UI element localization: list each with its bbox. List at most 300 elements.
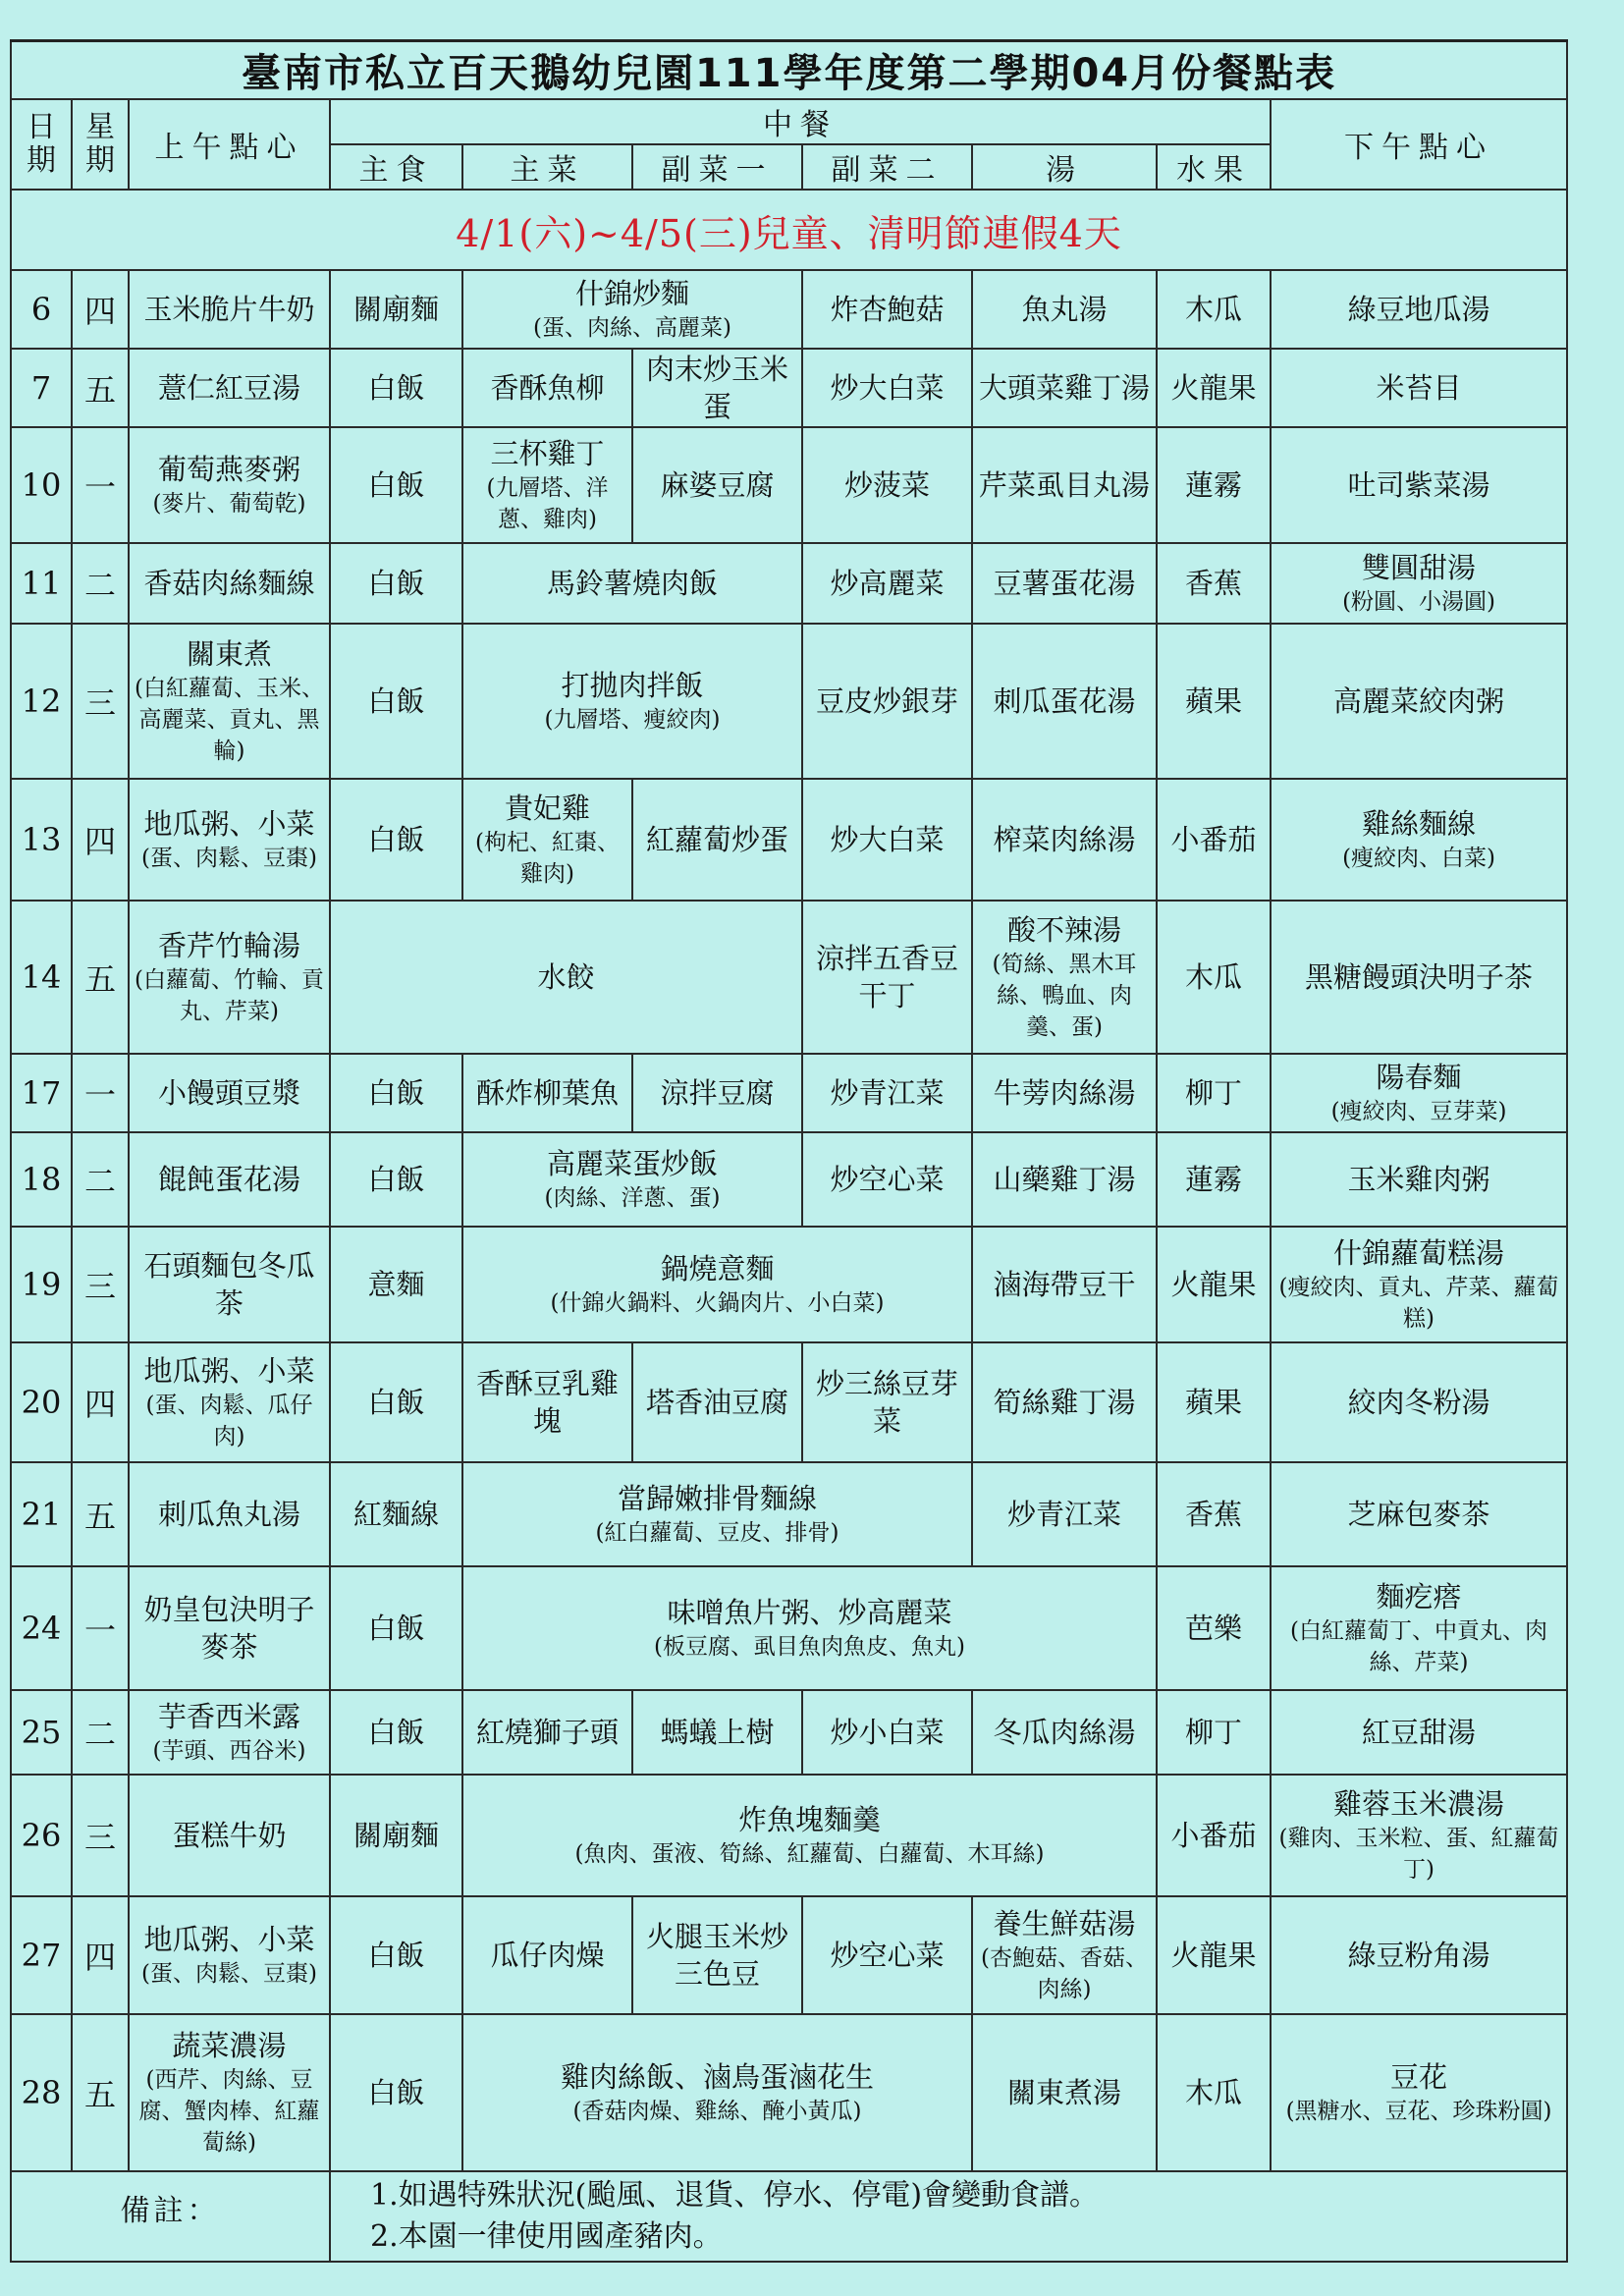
lunch-staple — [330, 1054, 462, 1132]
day-weekday: 五 — [72, 901, 129, 1054]
morning-snack-text: 關東煮 — [186, 637, 272, 671]
lunch-main-dish-text: 打拋肉拌飯 — [561, 669, 704, 702]
day-date: 20 — [11, 1342, 72, 1462]
lunch-fruit: 蓮霧 — [1157, 427, 1271, 543]
afternoon-snack — [1271, 1342, 1567, 1462]
day-date: 13 — [11, 779, 72, 901]
lunch-side-dish-2-text: 炒小白菜 — [830, 1716, 945, 1749]
afternoon-snack — [1271, 1896, 1567, 2014]
morning-snack — [129, 1054, 330, 1132]
day-date: 24 — [11, 1566, 72, 1690]
morning-snack-detail: (白紅蘿蔔、玉米、高麗菜、貢丸、黑輪) — [135, 676, 324, 764]
morning-snack-text: 石頭麵包冬瓜茶 — [143, 1249, 315, 1320]
lunch-side-dish-2-text: 炒大白菜 — [830, 371, 945, 405]
lunch-side-dish-1-text: 麻婆豆腐 — [660, 468, 775, 502]
lunch-side-dish-2-text: 炒青江菜 — [830, 1076, 945, 1110]
lunch-soup — [972, 1132, 1157, 1227]
lunch-soup-text: 酸不辣湯 — [1006, 913, 1121, 947]
morning-snack-text: 芋香西米露 — [157, 1700, 300, 1733]
afternoon-snack-text: 米苔目 — [1376, 371, 1462, 405]
lunch-staple-text: 白飯 — [367, 567, 425, 600]
lunch-soup — [972, 779, 1157, 901]
lunch-main-dish-text: 香酥豆乳雞塊 — [475, 1367, 619, 1438]
day-date: 11 — [11, 543, 72, 624]
day-weekday: 三 — [72, 624, 129, 779]
afternoon-snack-text: 黑糖饅頭決明子茶 — [1305, 960, 1534, 994]
afternoon-snack — [1271, 1566, 1567, 1690]
lunch-soup-detail: (筍絲、黑木耳絲、鴨血、肉羹、蛋) — [992, 952, 1137, 1040]
lunch-side-dish-2-text: 炸杏鮑菇 — [830, 293, 945, 326]
day-weekday: 五 — [72, 2014, 129, 2171]
lunch-staple — [330, 427, 462, 543]
lunch-staple — [330, 543, 462, 624]
afternoon-snack — [1271, 779, 1567, 901]
morning-snack-detail: (蛋、肉鬆、豆棗) — [141, 846, 317, 871]
afternoon-snack-detail: (瘦絞肉、豆芽菜) — [1330, 1099, 1507, 1124]
day-weekday: 五 — [72, 1462, 129, 1566]
table-row — [11, 1054, 1567, 1132]
lunch-main-dish — [462, 1132, 802, 1227]
day-weekday: 三 — [72, 1775, 129, 1896]
lunch-main-dish — [462, 1690, 632, 1775]
lunch-side-dish-2-text: 炒菠菜 — [843, 468, 930, 502]
lunch-side-dish-2 — [802, 427, 972, 543]
morning-snack-text: 奶皇包決明子麥茶 — [143, 1593, 315, 1664]
lunch-side-dish-2-text: 炒空心菜 — [830, 1939, 945, 1972]
lunch-fruit: 香蕉 — [1157, 1462, 1271, 1566]
morning-snack-text: 薏仁紅豆湯 — [157, 371, 300, 405]
afternoon-snack-text: 吐司紫菜湯 — [1347, 468, 1490, 502]
lunch-main-dish — [462, 543, 802, 624]
lunch-main-dish-text: 炸魚塊麵羹 — [737, 1803, 881, 1836]
lunch-fruit: 木瓜 — [1157, 901, 1271, 1054]
holiday-banner: 4/1(六)~4/5(三)兒童、清明節連假4天 — [11, 190, 1567, 270]
morning-snack — [129, 1775, 330, 1896]
lunch-staple-text: 白飯 — [367, 1163, 425, 1196]
lunch-staple-text: 關廟麵 — [352, 1819, 439, 1852]
lunch-main-dish-detail: (枸杞、紅棗、雞肉) — [475, 830, 620, 887]
lunch-side-dish-2 — [802, 1896, 972, 2014]
menu-table — [10, 39, 1568, 2263]
morning-snack-text: 小饅頭豆漿 — [157, 1076, 300, 1110]
lunch-staple — [330, 1132, 462, 1227]
lunch-side-dish-2 — [802, 1690, 972, 1775]
lunch-soup-text: 養生鮮菇湯 — [993, 1907, 1136, 1941]
lunch-main-dish-text: 高麗菜蛋炒飯 — [546, 1147, 718, 1180]
header-side-dish-1: 副菜一 — [632, 144, 802, 190]
table-row — [11, 779, 1567, 901]
lunch-staple-text: 白飯 — [367, 1386, 425, 1419]
lunch-staple-text: 意麵 — [367, 1268, 425, 1301]
morning-snack-text: 香芹竹輪湯 — [157, 929, 300, 962]
lunch-side-dish-2 — [802, 1342, 972, 1462]
day-weekday: 二 — [72, 1690, 129, 1775]
lunch-fruit: 芭樂 — [1157, 1566, 1271, 1690]
lunch-staple — [330, 1342, 462, 1462]
header-afternoon-snack: 下午點心 — [1271, 99, 1567, 190]
day-weekday: 一 — [72, 427, 129, 543]
morning-snack — [129, 901, 330, 1054]
lunch-main-dish-text: 瓜仔肉燥 — [490, 1939, 605, 1972]
note-item: 1.如遇特殊狀況(颱風、退貨、停水、停電)會變動食譜。 — [370, 2178, 1100, 2213]
lunch-soup-text: 滷海帶豆干 — [993, 1268, 1136, 1301]
day-date: 18 — [11, 1132, 72, 1227]
lunch-staple — [330, 1227, 462, 1342]
lunch-side-dish-2 — [802, 1054, 972, 1132]
lunch-staple — [330, 1896, 462, 2014]
lunch-main-dish-detail: (蛋、肉絲、高麗菜) — [533, 315, 731, 341]
lunch-staple-text: 白飯 — [367, 1939, 425, 1972]
lunch-staple-text: 白飯 — [367, 1612, 425, 1645]
lunch-soup — [972, 1227, 1157, 1342]
lunch-main-dish — [462, 2014, 972, 2171]
morning-snack — [129, 779, 330, 901]
header-fruit: 水果 — [1157, 144, 1271, 190]
day-date: 7 — [11, 349, 72, 427]
morning-snack-text: 刺瓜魚丸湯 — [157, 1498, 300, 1531]
morning-snack — [129, 427, 330, 543]
morning-snack-detail: (蛋、肉鬆、豆棗) — [141, 1961, 317, 1987]
lunch-fruit: 小番茄 — [1157, 1775, 1271, 1896]
lunch-staple — [330, 349, 462, 427]
afternoon-snack — [1271, 624, 1567, 779]
day-weekday: 四 — [72, 1342, 129, 1462]
header-soup: 湯 — [972, 144, 1157, 190]
morning-snack — [129, 1227, 330, 1342]
lunch-staple — [330, 1566, 462, 1690]
lunch-main-dish — [462, 1775, 1157, 1896]
lunch-soup — [972, 1462, 1157, 1566]
lunch-fruit: 火龍果 — [1157, 1227, 1271, 1342]
afternoon-snack-detail: (黑糖水、豆花、珍珠粉圓) — [1285, 2099, 1552, 2124]
lunch-main-dish-text: 馬鈴薯燒肉飯 — [546, 567, 718, 600]
table-row — [11, 1566, 1567, 1690]
afternoon-snack-text: 麵疙瘩 — [1376, 1580, 1462, 1613]
lunch-soup-text: 芹菜虱目丸湯 — [978, 468, 1150, 502]
lunch-side-dish-2 — [802, 901, 972, 1054]
header-weekday: 星期 — [72, 99, 129, 190]
afternoon-snack-text: 紅豆甜湯 — [1362, 1716, 1477, 1749]
lunch-main-dish — [462, 1566, 1157, 1690]
lunch-main-dish — [462, 1896, 632, 2014]
lunch-soup — [972, 349, 1157, 427]
lunch-main-dish — [462, 624, 802, 779]
afternoon-snack-detail: (粉圓、小湯圓) — [1342, 589, 1496, 615]
lunch-main-dish-detail: (板豆腐、虱目魚肉魚皮、魚丸) — [654, 1634, 965, 1660]
lunch-side-dish-2-text: 炒高麗菜 — [830, 567, 945, 600]
lunch-staple-text: 白飯 — [367, 371, 425, 405]
lunch-main-dish — [462, 1227, 972, 1342]
lunch-staple-text: 白飯 — [367, 1076, 425, 1110]
day-weekday: 一 — [72, 1566, 129, 1690]
morning-snack — [129, 624, 330, 779]
lunch-main-dish-detail: (魚肉、蛋液、筍絲、紅蘿蔔、白蘿蔔、木耳絲) — [574, 1841, 1045, 1867]
afternoon-snack-text: 雞蓉玉米濃湯 — [1333, 1787, 1505, 1821]
header-lunch: 中餐 — [330, 99, 1271, 144]
afternoon-snack — [1271, 1462, 1567, 1566]
lunch-main-dish-detail: (九層塔、洋蔥、雞肉) — [486, 475, 609, 532]
lunch-staple-text: 白飯 — [367, 468, 425, 502]
table-row — [11, 1342, 1567, 1462]
day-date: 27 — [11, 1896, 72, 2014]
lunch-side-dish-1 — [632, 779, 802, 901]
lunch-side-dish-1-text: 螞蟻上樹 — [660, 1716, 775, 1749]
lunch-main-dish-detail: (紅白蘿蔔、豆皮、排骨) — [595, 1520, 839, 1546]
day-date: 6 — [11, 270, 72, 349]
header-main-dish: 主菜 — [462, 144, 632, 190]
lunch-side-dish-1 — [632, 1342, 802, 1462]
morning-snack-text: 蛋糕牛奶 — [172, 1819, 287, 1852]
lunch-soup — [972, 2014, 1157, 2171]
afternoon-snack — [1271, 1054, 1567, 1132]
afternoon-snack-text: 玉米雞肉粥 — [1347, 1163, 1490, 1196]
afternoon-snack — [1271, 1132, 1567, 1227]
lunch-main-dish-text: 紅燒獅子頭 — [475, 1716, 619, 1749]
lunch-soup — [972, 1054, 1157, 1132]
lunch-side-dish-2 — [802, 349, 972, 427]
table-row — [11, 1896, 1567, 2014]
notes-row — [11, 2171, 1567, 2262]
day-date: 12 — [11, 624, 72, 779]
lunch-main-dish-text: 酥炸柳葉魚 — [475, 1076, 619, 1110]
lunch-main-dish — [462, 1054, 632, 1132]
lunch-side-dish-1 — [632, 427, 802, 543]
afternoon-snack-text: 綠豆地瓜湯 — [1347, 293, 1490, 326]
morning-snack-detail: (麥片、葡萄乾) — [152, 491, 306, 517]
day-date: 10 — [11, 427, 72, 543]
notes-list — [330, 2171, 1567, 2262]
afternoon-snack — [1271, 270, 1567, 349]
day-date: 21 — [11, 1462, 72, 1566]
day-weekday: 四 — [72, 779, 129, 901]
morning-snack — [129, 2014, 330, 2171]
lunch-main-dish-text: 香酥魚柳 — [490, 371, 605, 405]
lunch-soup — [972, 1896, 1157, 2014]
lunch-fruit: 柳丁 — [1157, 1054, 1271, 1132]
lunch-main-dish-text: 三杯雞丁 — [490, 437, 605, 470]
lunch-fruit: 蘋果 — [1157, 1342, 1271, 1462]
lunch-staple — [330, 1775, 462, 1896]
afternoon-snack-detail: (瘦絞肉、貢丸、芹菜、蘿蔔糕) — [1278, 1275, 1559, 1332]
afternoon-snack-text: 芝麻包麥茶 — [1347, 1498, 1490, 1531]
morning-snack-text: 地瓜粥、小菜 — [143, 1923, 315, 1956]
afternoon-snack — [1271, 427, 1567, 543]
day-date: 17 — [11, 1054, 72, 1132]
lunch-main-dish-text: 當歸嫩排骨麵線 — [617, 1482, 817, 1515]
lunch-fruit: 木瓜 — [1157, 2014, 1271, 2171]
lunch-side-dish-2-text: 涼拌五香豆干丁 — [815, 942, 958, 1012]
table-row — [11, 427, 1567, 543]
lunch-soup — [972, 624, 1157, 779]
lunch-staple-text: 白飯 — [367, 823, 425, 856]
table-row — [11, 2014, 1567, 2171]
lunch-side-dish-2-text: 炒空心菜 — [830, 1163, 945, 1196]
afternoon-snack-text: 高麗菜絞肉粥 — [1333, 684, 1505, 718]
lunch-staple-text: 白飯 — [367, 1716, 425, 1749]
lunch-main-dish — [462, 1462, 972, 1566]
lunch-soup — [972, 901, 1157, 1054]
lunch-staple — [330, 624, 462, 779]
morning-snack-text: 玉米脆片牛奶 — [143, 293, 315, 326]
day-weekday: 二 — [72, 1132, 129, 1227]
morning-snack — [129, 1896, 330, 2014]
afternoon-snack-text: 雙圓甜湯 — [1362, 551, 1477, 584]
day-date: 14 — [11, 901, 72, 1054]
afternoon-snack-detail: (白紅蘿蔔丁、中貢丸、肉絲、芹菜) — [1290, 1618, 1548, 1675]
lunch-fruit: 小番茄 — [1157, 779, 1271, 901]
morning-snack-text: 香菇肉絲麵線 — [143, 567, 315, 600]
lunch-staple — [330, 270, 462, 349]
lunch-soup-text: 炒青江菜 — [1006, 1498, 1121, 1531]
table-row — [11, 1775, 1567, 1896]
lunch-main-dish-text: 鍋燒意麵 — [660, 1252, 775, 1285]
day-date: 19 — [11, 1227, 72, 1342]
note-item: 2.本園一律使用國產豬肉。 — [370, 2219, 723, 2254]
lunch-side-dish-1-text: 紅蘿蔔炒蛋 — [645, 823, 788, 856]
afternoon-snack-text: 什錦蘿蔔糕湯 — [1333, 1236, 1505, 1270]
lunch-main-dish — [462, 427, 632, 543]
lunch-main-dish-detail: (肉絲、洋蔥、蛋) — [544, 1185, 721, 1211]
lunch-fruit: 火龍果 — [1157, 1896, 1271, 2014]
lunch-staple-text: 關廟麵 — [352, 293, 439, 326]
lunch-side-dish-1 — [632, 1690, 802, 1775]
lunch-fruit: 蘋果 — [1157, 624, 1271, 779]
lunch-staple-text: 紅麵線 — [352, 1498, 439, 1531]
lunch-side-dish-2 — [802, 543, 972, 624]
table-row — [11, 1227, 1567, 1342]
lunch-soup-text: 魚丸湯 — [1021, 293, 1108, 326]
lunch-side-dish-1 — [632, 1054, 802, 1132]
lunch-fruit: 柳丁 — [1157, 1690, 1271, 1775]
morning-snack — [129, 1690, 330, 1775]
lunch-fruit: 木瓜 — [1157, 270, 1271, 349]
lunch-soup-text: 榨菜肉絲湯 — [993, 823, 1136, 856]
lunch-soup-text: 大頭菜雞丁湯 — [978, 371, 1150, 405]
table-row — [11, 349, 1567, 427]
day-weekday: 二 — [72, 543, 129, 624]
lunch-soup-text: 關東煮湯 — [1006, 2076, 1121, 2109]
lunch-soup-text: 筍絲雞丁湯 — [993, 1386, 1136, 1419]
morning-snack — [129, 1342, 330, 1462]
table-row — [11, 543, 1567, 624]
morning-snack-detail: (芋頭、西谷米) — [152, 1738, 306, 1764]
afternoon-snack-text: 綠豆粉角湯 — [1347, 1939, 1490, 1972]
afternoon-snack-text: 陽春麵 — [1376, 1061, 1462, 1094]
table-row — [11, 1132, 1567, 1227]
lunch-main-dish — [462, 1342, 632, 1462]
lunch-fruit: 火龍果 — [1157, 349, 1271, 427]
lunch-soup — [972, 270, 1157, 349]
afternoon-snack-detail: (雞肉、玉米粒、蛋、紅蘿蔔丁) — [1278, 1826, 1559, 1883]
lunch-side-dish-1-text: 塔香油豆腐 — [645, 1386, 788, 1419]
afternoon-snack-text: 絞肉冬粉湯 — [1347, 1386, 1490, 1419]
lunch-side-dish-2-text: 炒三絲豆芽菜 — [815, 1367, 958, 1438]
lunch-soup-detail: (杏鮑菇、香菇、肉絲) — [981, 1945, 1148, 2002]
day-weekday: 四 — [72, 1896, 129, 2014]
table-row — [11, 1462, 1567, 1566]
lunch-side-dish-1 — [632, 1896, 802, 2014]
afternoon-snack-detail: (瘦絞肉、白菜) — [1342, 846, 1496, 871]
lunch-main-dish-text: 雞肉絲飯、滷鳥蛋滷花生 — [560, 2060, 874, 2094]
lunch-main-dish-detail: (香菇肉燥、雞絲、醃小黃瓜) — [572, 2099, 862, 2124]
lunch-main-dish-text: 什錦炒麵 — [574, 277, 689, 310]
afternoon-snack — [1271, 901, 1567, 1054]
morning-snack — [129, 543, 330, 624]
morning-snack-text: 葡萄燕麥粥 — [157, 453, 300, 486]
lunch-fruit: 香蕉 — [1157, 543, 1271, 624]
lunch-side-dish-2 — [802, 624, 972, 779]
lunch-side-dish-2 — [802, 270, 972, 349]
lunch-soup — [972, 1690, 1157, 1775]
lunch-soup — [972, 1342, 1157, 1462]
lunch-fruit: 蓮霧 — [1157, 1132, 1271, 1227]
header-staple: 主食 — [330, 144, 462, 190]
table-row — [11, 624, 1567, 779]
header-morning-snack: 上午點心 — [129, 99, 330, 190]
lunch-main-dish — [462, 779, 632, 901]
header-date: 日期 — [11, 99, 72, 190]
day-weekday: 五 — [72, 349, 129, 427]
lunch-side-dish-1-text: 火腿玉米炒三色豆 — [645, 1920, 788, 1991]
lunch-staple — [330, 2014, 462, 2171]
morning-snack-detail: (西芹、肉絲、豆腐、蟹肉棒、紅蘿蔔絲) — [138, 2067, 320, 2156]
lunch-soup-text: 山藥雞丁湯 — [993, 1163, 1136, 1196]
lunch-side-dish-2-text: 炒大白菜 — [830, 823, 945, 856]
page-title: 臺南市私立百天鵝幼兒園111學年度第二學期04月份餐點表 — [11, 41, 1567, 100]
lunch-soup-text: 冬瓜肉絲湯 — [993, 1716, 1136, 1749]
morning-snack — [129, 1462, 330, 1566]
morning-snack-text: 蔬菜濃湯 — [172, 2029, 287, 2062]
lunch-main-dish-text: 味噌魚片粥、炒高麗菜 — [667, 1596, 952, 1629]
lunch-soup-text: 刺瓜蛋花湯 — [993, 684, 1136, 718]
day-date: 26 — [11, 1775, 72, 1896]
lunch-main-dish-text: 貴妃雞 — [504, 792, 590, 825]
lunch-staple-text: 白飯 — [367, 684, 425, 718]
header-side-dish-2: 副菜二 — [802, 144, 972, 190]
morning-snack-detail: (蛋、肉鬆、瓜仔肉) — [145, 1393, 313, 1449]
afternoon-snack — [1271, 543, 1567, 624]
lunch-main-dish-detail: (什錦火鍋料、火鍋肉片、小白菜) — [550, 1290, 885, 1316]
lunch-staple — [330, 1690, 462, 1775]
lunch-soup — [972, 427, 1157, 543]
table-row — [11, 1690, 1567, 1775]
lunch-side-dish-2-text: 豆皮炒銀芽 — [815, 684, 958, 718]
table-row — [11, 270, 1567, 349]
lunch-side-dish-1 — [632, 349, 802, 427]
morning-snack — [129, 1132, 330, 1227]
afternoon-snack — [1271, 1690, 1567, 1775]
day-date: 25 — [11, 1690, 72, 1775]
lunch-main-dish — [462, 270, 802, 349]
lunch-staple-text: 白飯 — [367, 2076, 425, 2109]
lunch-main-dish-detail: (九層塔、瘦絞肉) — [544, 707, 721, 733]
afternoon-snack — [1271, 1227, 1567, 1342]
notes-label: 備註： — [11, 2171, 330, 2262]
lunch-side-dish-1-text: 肉末炒玉米蛋 — [645, 353, 788, 423]
lunch-staple — [330, 1462, 462, 1566]
lunch-main-dish — [462, 349, 632, 427]
lunch-side-dish-1-text: 涼拌豆腐 — [660, 1076, 775, 1110]
lunch-soup — [972, 543, 1157, 624]
lunch-soup-text: 豆薯蛋花湯 — [993, 567, 1136, 600]
morning-snack — [129, 270, 330, 349]
morning-snack-text: 餛飩蛋花湯 — [157, 1163, 300, 1196]
day-weekday: 四 — [72, 270, 129, 349]
lunch-side-dish-2 — [802, 1132, 972, 1227]
afternoon-snack-text: 豆花 — [1390, 2060, 1448, 2094]
afternoon-snack-text: 雞絲麵線 — [1362, 807, 1477, 841]
morning-snack — [129, 349, 330, 427]
